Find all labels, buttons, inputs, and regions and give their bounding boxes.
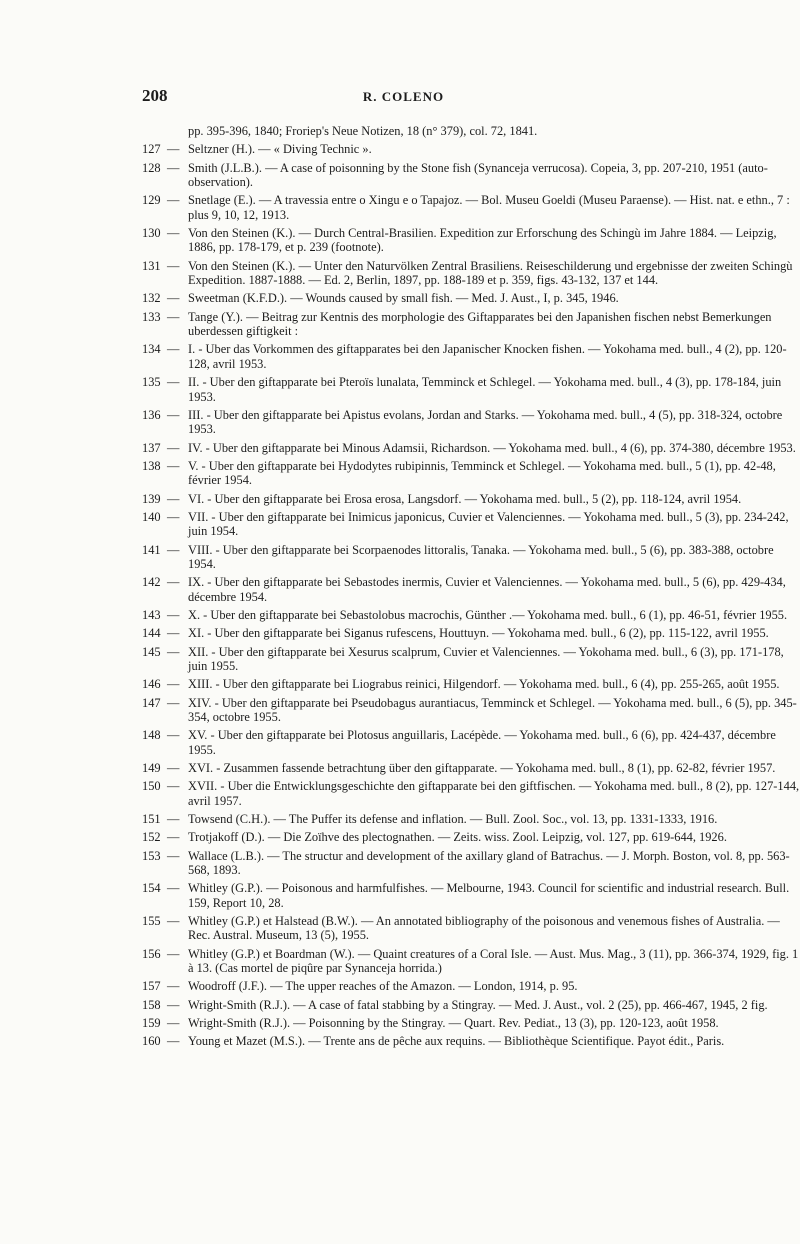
reference-entry: [142, 492, 800, 506]
page-number: 208: [142, 86, 168, 105]
reference-entry: [142, 626, 800, 640]
reference-number: 140: [142, 509, 161, 524]
reference-text: XVI. - Zusammen fassende betrachtung über den giftapparate. — Yokohama med. bull., 8 (1), pp. 62-82, février 1957.: [188, 760, 776, 775]
reference-number: 154: [142, 881, 161, 896]
reference-dash: —: [167, 375, 180, 390]
reference-text: VI. - Uber den giftapparate bei Erosa erosa, Langsdorf. — Yokohama med. bull., 5 (2), pp. 118-124, avril 1954.: [188, 491, 742, 506]
reference-entry: [142, 812, 800, 826]
reference-dash: —: [167, 160, 180, 175]
reference-entry: [142, 881, 800, 910]
reference-number: 159: [142, 1015, 161, 1030]
reference-number: 148: [142, 728, 161, 743]
reference-text: Trotjakoff (D.). — Die Zoïhve des plectognathen. — Zeits. wiss. Zool. Leipzig, vol. 127, pp. 619-644, 1926.: [188, 830, 727, 845]
reference-entry: [142, 914, 800, 943]
reference-text: Sweetman (K.F.D.). — Wounds caused by small fish. — Med. J. Aust., I, p. 345, 1946.: [188, 291, 619, 306]
reference-text: Seltzner (H.). — « Diving Technic ».: [188, 142, 372, 157]
reference-text: XII. - Uber den giftapparate bei Xesurus scalprum, Cuvier et Valenciennes. — Yokohama med. bull., 6 (3), pp. 171-178, juin 1955.: [188, 644, 784, 673]
reference-number: 129: [142, 193, 161, 208]
reference-dash: —: [167, 913, 180, 928]
reference-entry: [142, 408, 800, 437]
reference-entry: [142, 226, 800, 255]
reference-text: VII. - Uber den giftapparate bei Inimicus japonicus, Cuvier et Valenciennes. — Yokohama med. bull., 5 (3), pp. 234-242, juin 1954.: [188, 509, 789, 539]
reference-dash: —: [167, 811, 180, 826]
reference-number: 158: [142, 997, 161, 1012]
reference-entry: [142, 543, 800, 572]
reference-number: 146: [142, 677, 161, 692]
reference-dash: —: [167, 626, 180, 641]
reference-entry: [142, 375, 800, 404]
reference-text: II. - Uber den giftapparate bei Pteroïs lunalata, Temminck et Schlegel. — Yokohama med. bull., 4 (3), pp. 178-184, juin 1953.: [188, 375, 782, 404]
reference-text: XIV. - Uber den giftapparate bei Pseudobagus aurantiacus, Temminck et Schlegel. — Yokohama med. bull., 6 (5), pp. 345-354, octobre 1955.: [188, 695, 797, 724]
reference-number: 149: [142, 760, 161, 775]
reference-number: 156: [142, 946, 161, 961]
reference-text: XI. - Uber den giftapparate bei Siganus rufescens, Houttuyn. — Yokohama med. bull., 6 (2), pp. 115-122, avril 1955.: [188, 626, 769, 641]
reference-entry: [142, 779, 800, 808]
running-head: R. COLENO: [362, 89, 445, 104]
reference-dash: —: [167, 760, 180, 775]
reference-number: 147: [142, 695, 161, 710]
reference-text: Young et Mazet (M.S.). — Trente ans de pêche aux requins. — Bibliothèque Scientifique. Payot édit., Paris.: [188, 1034, 725, 1049]
reference-text: Wallace (L.B.). — The structur and development of the axillary gland of Batrachus. — J. Morph. Boston, vol. 8, pp. 563-568, 1893.: [188, 848, 790, 877]
reference-dash: —: [167, 848, 180, 863]
reference-entry: [142, 849, 800, 878]
reference-number: 131: [142, 258, 161, 273]
reference-number: 128: [142, 160, 161, 175]
reference-text: XIII. - Uber den giftapparate bei Liograbus reinici, Hilgendorf. — Yokohama med. bull., 6 (4), pp. 255-265, août 1955.: [188, 677, 780, 692]
reference-number: 134: [142, 342, 161, 357]
reference-number: 155: [142, 913, 161, 928]
reference-text: Smith (J.L.B.). — A case of poisonning by the Stone fish (Synanceja verrucosa). Copeia, 3, pp. 207-210, 1951 (auto-observation).: [188, 160, 768, 189]
reference-number: 130: [142, 226, 161, 240]
reference-entry: [142, 310, 800, 339]
reference-text: I. - Uber das Vorkommen des giftapparates bei den Japanischer Knocken fishen. — Yokohama med. bull., 4 (2), pp. 120-128, avril 1953.: [188, 342, 787, 371]
reference-text: XV. - Uber den giftapparate bei Plotosus anguillaris, Lacépède. — Yokohama med. bull., 6 (6), pp. 424-437, décembre 1955.: [188, 728, 776, 757]
reference-text: IV. - Uber den giftapparate bei Minous Adamsii, Richardson. — Yokohama med. bull., 4 (6), pp. 374-380, décembre 1953.: [188, 440, 796, 455]
reference-dash: —: [167, 342, 180, 357]
reference-number: 145: [142, 644, 161, 659]
reference-entry: [142, 677, 800, 691]
reference-number: 151: [142, 811, 161, 826]
reference-text: Tange (Y.). — Beitrag zur Kentnis des morphologie des Giftapparates bei den Japanishen fischen nebst Bemerkungen uberdessen giftigkeit :: [188, 309, 772, 339]
reference-number: 138: [142, 458, 161, 473]
reference-entry: [142, 142, 800, 156]
reference-text: Whitley (G.P.) et Boardman (W.). — Quaint creatures of a Coral Isle. — Aust. Mus. Mag., 3 (11), pp. 366-374, 1929, fig. 1 à 13. (Cas mortel de piqûre par Synanceja horrida.): [188, 946, 799, 976]
reference-text: Woodroff (J.F.). — The upper reaches of the Amazon. — London, 1914, p. 95.: [188, 979, 578, 994]
reference-dash: —: [167, 291, 180, 306]
reference-text: VIII. - Uber den giftapparate bei Scorpaenodes littoralis, Tanaka. — Yokohama med. bull., 5 (6), pp. 383-388, octobre 1954.: [188, 542, 774, 571]
reference-dash: —: [167, 979, 180, 994]
reference-dash: —: [167, 607, 180, 622]
reference-number: 132: [142, 291, 161, 306]
reference-entry: [142, 193, 800, 222]
reference-dash: —: [167, 258, 180, 273]
reference-continuation: pp. 395-396, 1840; Froriep's Neue Notizen, 18 (n° 379), col. 72, 1841.: [188, 124, 538, 138]
reference-number: 157: [142, 979, 161, 994]
reference-dash: —: [167, 440, 180, 455]
reference-entry: [142, 696, 800, 725]
reference-dash: —: [167, 309, 180, 324]
reference-list: [142, 124, 800, 1053]
reference-number: 141: [142, 542, 161, 557]
reference-dash: —: [167, 491, 180, 506]
reference-number: 160: [142, 1034, 161, 1049]
reference-dash: —: [167, 881, 180, 896]
reference-dash: —: [167, 677, 180, 692]
reference-dash: —: [167, 695, 180, 710]
reference-number: 137: [142, 440, 161, 455]
reference-number: 142: [142, 575, 161, 590]
reference-entry: [142, 1034, 800, 1048]
reference-dash: —: [167, 644, 180, 659]
reference-number: 153: [142, 848, 161, 863]
reference-text: Wright-Smith (R.J.). — A case of fatal stabbing by a Stingray. — Med. J. Aust., vol. 2 (25), pp. 466-467, 1945, 2 fig.: [188, 997, 768, 1012]
reference-text: Snetlage (E.). — A travessia entre o Xingu e o Tapajoz. — Bol. Museu Goeldi (Museu Paraense). — Hist. nat. e ethn., 7 : plus 9, 10, 12, 1913.: [188, 193, 790, 222]
reference-text: V. - Uber den giftapparate bei Hydodytes rubipinnis, Temminck et Schlegel. — Yokohama med. bull., 5 (1), pp. 42-48, février 1954.: [188, 458, 776, 488]
reference-dash: —: [167, 142, 180, 157]
reference-entry: [142, 728, 800, 757]
reference-entry: [142, 761, 800, 775]
reference-number: 139: [142, 491, 161, 506]
reference-dash: —: [167, 509, 180, 524]
reference-text: III. - Uber den giftapparate bei Apistus evolans, Jordan and Starks. — Yokohama med. bull., 4 (5), pp. 318-324, octobre 1953.: [188, 407, 783, 437]
reference-dash: —: [167, 997, 180, 1012]
reference-text: XVII. - Uber die Entwicklungsgeschichte den giftapparate bei den giftfischen. — Yokohama med. bull., 8 (2), pp. 127-144, avril 1957.: [188, 779, 800, 808]
reference-entry: [142, 459, 800, 488]
reference-entry: [142, 1016, 800, 1030]
reference-dash: —: [167, 542, 180, 557]
reference-entry: [142, 441, 800, 455]
reference-dash: —: [167, 226, 180, 240]
reference-entry: [142, 291, 800, 305]
reference-dash: —: [167, 830, 180, 845]
reference-number: 150: [142, 779, 161, 794]
reference-entry: [142, 161, 800, 190]
reference-text: X. - Uber den giftapparate bei Sebastolobus macrochis, Günther .— Yokohama med. bull., 6 (1), pp. 46-51, février 1955.: [188, 607, 788, 622]
reference-number: 133: [142, 309, 161, 324]
reference-text: Wright-Smith (R.J.). — Poisonning by the Stingray. — Quart. Rev. Pediat., 13 (3), pp. 120-123, août 1958.: [188, 1015, 719, 1030]
reference-number: 135: [142, 375, 161, 390]
reference-text: Whitley (G.P.) et Halstead (B.W.). — An annotated bibliography of the poisonous and venemous fishes of Australia. — Rec. Austral. Museum, 13 (5), 1955.: [188, 913, 780, 943]
reference-number: 127: [142, 142, 161, 157]
page-header: [142, 86, 665, 108]
reference-entry: [142, 259, 800, 288]
reference-text: IX. - Uber den giftapparate bei Sebastodes inermis, Cuvier et Valenciennes. — Yokohama med. bull., 5 (6), pp. 429-434, décembre 1954.: [188, 575, 786, 604]
reference-entry: [142, 998, 800, 1012]
reference-dash: —: [167, 1034, 180, 1049]
reference-entry: [142, 979, 800, 993]
reference-text: Von den Steinen (K.). — Durch Central-Brasilien. Expedition zur Erforschung des Schingù im Jahre 1884. — Leipzig, 1886, pp. 178-179, et p. 239 (footnote).: [188, 226, 777, 255]
reference-number: 152: [142, 830, 161, 845]
reference-number: 144: [142, 626, 161, 641]
reference-text: Von den Steinen (K.). — Unter den Naturvölken Zentral Brasiliens. Reiseschilderung und ergebnisse der zweiten Schingù Expedition. 1887-1888. — Ed. 2, Berlin, 1897, pp. 188-189 et p. 359, figs. 43-132, 137 et 144.: [188, 258, 793, 288]
reference-entry: [142, 645, 800, 674]
reference-dash: —: [167, 193, 180, 208]
reference-entry: [142, 608, 800, 622]
reference-entry: [142, 947, 800, 976]
reference-text: Whitley (G.P.). — Poisonous and harmfulfishes. — Melbourne, 1943. Council for scientific and industrial research. Bull. 159, Report 10, 28.: [188, 881, 790, 910]
reference-dash: —: [167, 779, 180, 794]
reference-dash: —: [167, 728, 180, 743]
reference-entry: [142, 830, 800, 844]
reference-dash: —: [167, 458, 180, 473]
reference-number: 136: [142, 407, 161, 422]
reference-entry: [142, 510, 800, 539]
reference-dash: —: [167, 946, 180, 961]
reference-dash: —: [167, 407, 180, 422]
reference-text: Towsend (C.H.). — The Puffer its defense and inflation. — Bull. Zool. Soc., vol. 13, pp. 1331-1333, 1916.: [188, 811, 718, 826]
reference-dash: —: [167, 575, 180, 590]
reference-dash: —: [167, 1015, 180, 1030]
reference-number: 143: [142, 607, 161, 622]
reference-entry: [142, 575, 800, 604]
reference-entry: [142, 342, 800, 371]
